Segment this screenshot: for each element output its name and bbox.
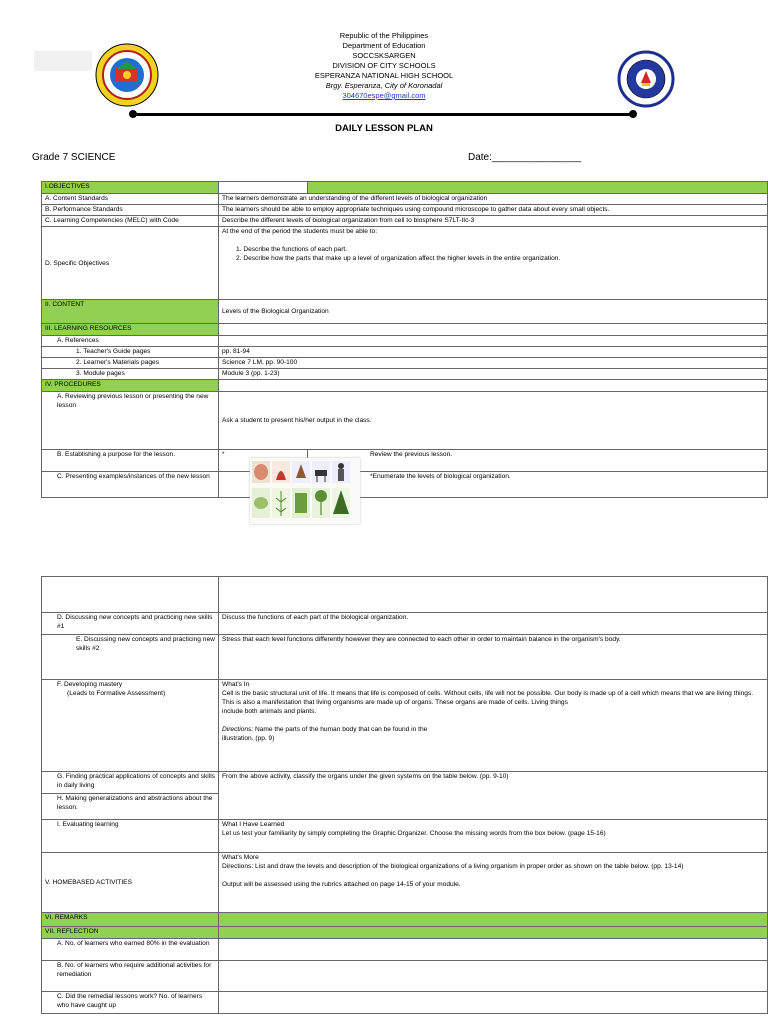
reviewing-lesson-text: Ask a student to present his/her output in the class.: [219, 392, 768, 450]
date-field: Date:________________: [468, 152, 581, 163]
header-line: Department of Education: [342, 41, 426, 50]
discussing-concepts-1-label: D. Discussing new concepts and practicing new skills #1: [42, 613, 219, 635]
empty-cell: [219, 939, 768, 961]
practical-applications-label: G. Finding practical applications of concepts and skills in daily living: [42, 772, 219, 794]
biological-organization-illustration: [250, 458, 360, 524]
generalizations-label: H. Making generalizations and abstractions about the lesson.: [42, 794, 219, 820]
remarks-green-cell: [219, 913, 768, 927]
developing-mastery-subtitle: (Leads to Formative Assessment): [67, 690, 166, 697]
directions-text: Name the parts of the human body that can be found in the: [253, 726, 428, 733]
performance-standards-label: B. Performance Standards: [42, 205, 219, 216]
homebased-activities-cell: [219, 853, 768, 913]
whats-more-heading: What's More: [222, 854, 259, 861]
homebased-directions: Directions: List and draw the levels and description of the biological organizations of a living organism in proper order as shown on the table below. (pp. 13-14): [222, 863, 684, 870]
specific-item-2: 2. Describe how the parts that make up a level of organization affect the higher levels in the entire organization.: [236, 255, 561, 262]
whats-in-directions: [222, 725, 764, 734]
competencies-label: C. Learning Competencies (MELC) with Code: [42, 216, 219, 227]
purpose-label: B. Establishing a purpose for the lesson.: [42, 450, 219, 472]
developing-mastery-cell: [219, 680, 768, 772]
competencies-text: Describe the different levels of biological organization from cell to biosphere S7LT-IIc-3: [219, 216, 768, 227]
practical-applications-text: From the above activity, classify the organs under the given systems on the table below. (pp. 9-10): [219, 772, 768, 820]
teachers-guide-pages: pp. 81-94: [219, 347, 768, 358]
header-line: ESPERANZA NATIONAL HIGH SCHOOL: [314, 71, 454, 80]
reflection-c-label: C. Did the remedial lessons work? No. of learners who have caught up: [42, 992, 219, 1014]
learning-resources-label: III. LEARNING RESOURCES: [42, 324, 219, 336]
reflection-b-label: B. No. of learners who require additional activities for remediation: [42, 961, 219, 992]
document-title: DAILY LESSON PLAN: [335, 123, 433, 134]
content-standards-label: A. Content Standards: [42, 194, 219, 205]
whats-in-text-2: include both animals and plants.: [222, 708, 317, 715]
empty-cell: [219, 992, 768, 1014]
developing-mastery-title: F. Developing mastery: [57, 681, 123, 688]
lesson-plan-table-page-2: [41, 576, 768, 1014]
empty-cell: [219, 182, 308, 194]
rule-left-dot: [129, 110, 137, 118]
header-address: Brgy. Esperanza, City of Koronadal: [325, 81, 443, 90]
specific-intro: At the end of the period the students must be able to:: [222, 228, 378, 235]
reviewing-lesson-label: A. Reviewing previous lesson or presenting the new lesson: [42, 392, 219, 450]
whats-in-text: Cell is the basic structural unit of life. It means that life is composed of cells. Without cells, life will not be possible. Our body is made up of a cell which means that we are living things. This is also a manifestation that living organisms are made up of organs. These organs are made of cells. Living things: [222, 690, 754, 706]
header-rule: [133, 113, 633, 116]
discussing-concepts-2-text: Stress that each level functions differently however they are connected to each other in order to maintain balance in the organism's body.: [219, 635, 768, 680]
empty-cell: [219, 577, 768, 613]
header-line: DIVISION OF CITY SCHOOLS: [332, 61, 436, 70]
rule-right-dot: [629, 110, 637, 118]
performance-standards-text: The learners should be able to employ appropriate techniques using compound microscope to gather data about every small objects.: [219, 205, 768, 216]
evaluating-learning-text: Let us test your familiarity by simply completing the Graphic Organizer. Choose the missing words from the box below. (page 15-16): [222, 830, 606, 837]
grade-label: Grade 7 SCIENCE: [32, 152, 116, 163]
evaluating-learning-cell: [219, 820, 768, 853]
specific-objectives-cell: [219, 227, 768, 300]
discussing-concepts-2-label: E. Discussing new concepts and practicing new skills #2: [42, 635, 219, 680]
specific-objectives-label: D. Specific Objectives: [42, 227, 219, 300]
purpose-bullet: *: [219, 450, 308, 472]
discussing-concepts-1-text: Discuss the functions of each part of the biological organization.: [219, 613, 768, 635]
module-pages-label: 3. Module pages: [42, 369, 219, 380]
learners-materials-label: 2. Learner's Materials pages: [42, 358, 219, 369]
reflection-heading: VII. REFLECTION: [42, 927, 219, 939]
teachers-guide-label: 1. Teacher's Guide pages: [42, 347, 219, 358]
examples-text: *Enumerate the levels of biological organization.: [308, 472, 768, 498]
examples-label: C. Presenting examples/instances of the new lesson: [42, 472, 219, 498]
empty-cell: [219, 380, 768, 392]
school-header: [0, 31, 768, 101]
directions-text-2: illustration. (pp. 9): [222, 735, 275, 742]
what-i-have-learned-heading: What I Have Learned: [222, 821, 285, 828]
developing-mastery-label: [42, 680, 219, 772]
empty-cell: [219, 336, 768, 347]
homebased-activities-label: V. HOMEBASED ACTIVITIES: [42, 853, 219, 913]
purpose-text: Review the previous lesson.: [308, 450, 768, 472]
module-pages: Module 3 (pp. 1-23): [219, 369, 768, 380]
empty-cell: [219, 324, 768, 336]
header-line: Republic of the Philippines: [339, 31, 429, 40]
specific-item-1: 1. Describe the functions of each part.: [236, 246, 348, 253]
empty-cell: [42, 577, 219, 613]
header-email-link[interactable]: 304670espe@gmail.com: [342, 91, 426, 100]
evaluating-learning-label: I. Evaluating learning: [42, 820, 219, 853]
objectives-heading: I.OBJECTIVES: [42, 182, 219, 194]
reflection-green-cell: [219, 927, 768, 939]
procedures-heading: IV. PROCEDURES: [42, 380, 219, 392]
directions-label: Directions:: [222, 726, 254, 733]
references-label: A. References: [42, 336, 219, 347]
content-label: II. CONTENT: [42, 300, 219, 324]
empty-cell: [219, 961, 768, 992]
header-line: SOCCSKSARGEN: [352, 51, 416, 60]
content-standards-text: The learners demonstrate an understanding of the different levels of biological organization: [219, 194, 768, 205]
content-text: Levels of the Biological Organization: [219, 300, 768, 324]
reflection-a-label: A. No. of learners who earned 80% in the evaluation: [42, 939, 219, 961]
objectives-green-cell: [308, 182, 768, 194]
learners-materials-pages: Science 7 LM, pp. 90-100: [219, 358, 768, 369]
lesson-plan-table-page-1: [41, 181, 768, 498]
remarks-heading: VI. REMARKS: [42, 913, 219, 927]
homebased-assessment-note: Output will be assessed using the rubrics attached on page 14-15 of your module.: [222, 881, 461, 888]
whats-in-heading: What's In: [222, 681, 250, 688]
